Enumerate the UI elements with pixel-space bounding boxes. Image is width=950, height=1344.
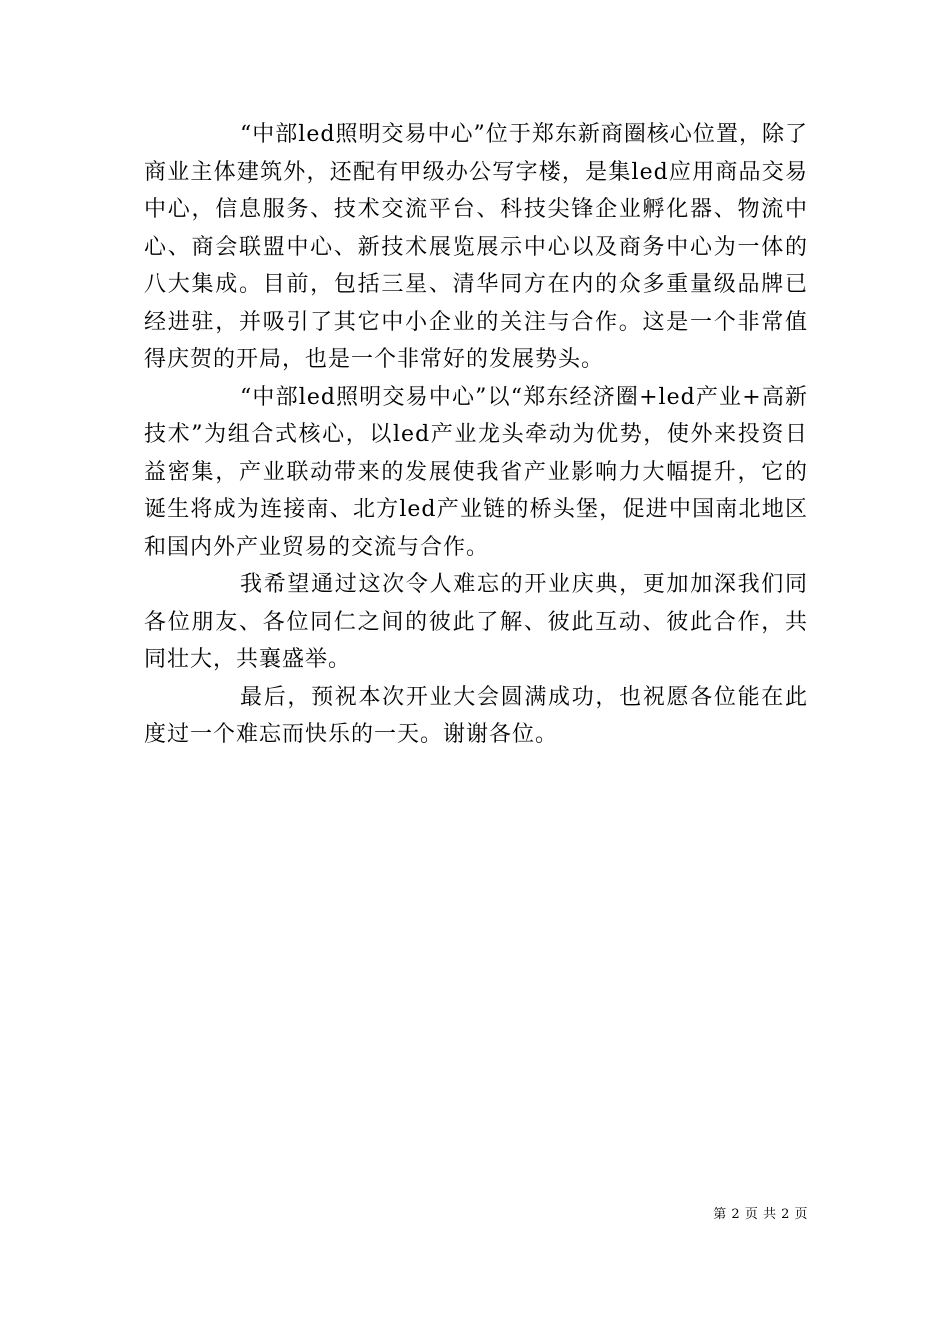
- page-number-footer: 第 2 页 共 2 页: [713, 1207, 808, 1222]
- paragraph-1: “中部led照明交易中心”位于郑东新商圈核心位置，除了商业主体建筑外，还配有甲级办公写字楼，是集led应用商品交易中心，信息服务、技术交流平台、科技尖锋企业孵化器、物流中心、商会联盟中心、新技术展览展示中心以及商务中心为一体的八大集成。目前，包括三星、清华同方在内的众多重量级品牌已经进驻，并吸引了其它中小企业的关注与合作。这是一个非常值得庆贺的开局，也是一个非常好的发展势头。: [144, 122, 808, 372]
- document-body: [144, 116, 808, 754]
- paragraph-3: 我希望通过这次令人难忘的开业庆典，更加加深我们同各位朋友、各位同仁之间的彼此了解、彼此互动、彼此合作，共同壮大，共襄盛举。: [144, 572, 808, 672]
- paragraph-4: 最后，预祝本次开业大会圆满成功，也祝愿各位能在此度过一个难忘而快乐的一天。谢谢各位。: [144, 684, 808, 747]
- paragraph-2: “中部led照明交易中心”以“郑东经济圈+led产业+高新技术”为组合式核心，以led产业龙头牵动为优势，使外来投资日益密集，产业联动带来的发展使我省产业影响力大幅提升，它的诞生将成为连接南、北方led产业链的桥头堡，促进中国南北地区和国内外产业贸易的交流与合作。: [144, 384, 808, 560]
